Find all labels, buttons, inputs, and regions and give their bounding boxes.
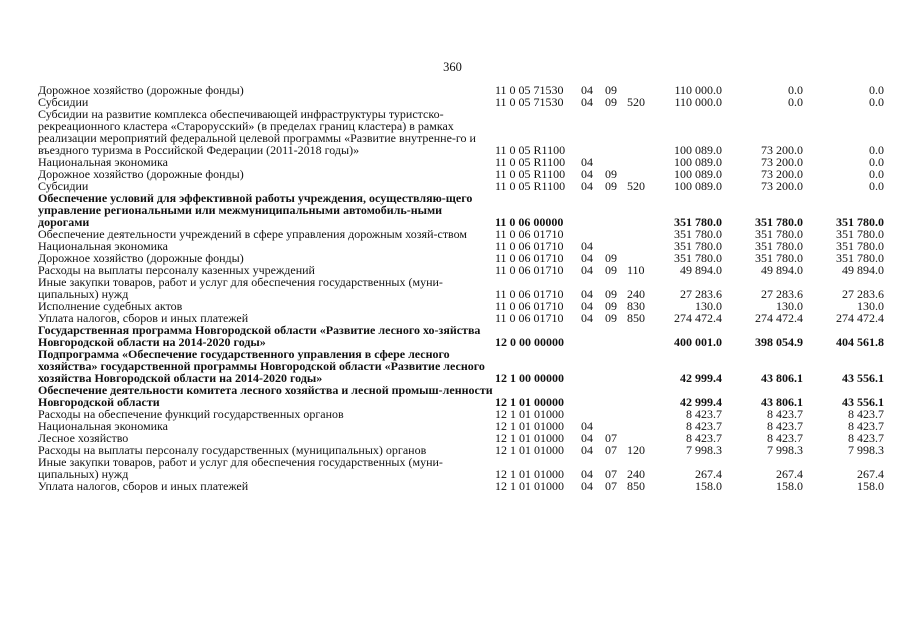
amount-year-3: 274 472.4 bbox=[836, 311, 884, 325]
section-code: 04 bbox=[581, 263, 593, 277]
amount-year-2: 43 806.1 bbox=[761, 395, 803, 409]
section-code: 04 bbox=[581, 287, 593, 301]
page-number: 360 bbox=[443, 60, 462, 74]
target-code: 11 0 06 00000 bbox=[495, 215, 564, 229]
amount-year-2: 351 780.0 bbox=[755, 251, 803, 265]
amount-year-2: 7 998.3 bbox=[767, 443, 803, 457]
section-code: 04 bbox=[581, 251, 593, 265]
expense-type-code: 520 bbox=[627, 179, 645, 193]
target-code: 12 1 01 01000 bbox=[495, 419, 564, 433]
amount-year-1: 8 423.7 bbox=[686, 407, 722, 421]
amount-year-3: 0.0 bbox=[869, 143, 884, 157]
subsection-code: 09 bbox=[605, 179, 617, 193]
amount-year-1: 7 998.3 bbox=[686, 443, 722, 457]
amount-year-2: 351 780.0 bbox=[755, 239, 803, 253]
amount-year-2: 73 200.0 bbox=[761, 143, 803, 157]
target-code: 12 1 01 01000 bbox=[495, 443, 564, 457]
section-code: 04 bbox=[581, 239, 593, 253]
table-row bbox=[38, 480, 884, 492]
amount-year-2: 0.0 bbox=[788, 95, 803, 109]
amount-year-3: 351 780.0 bbox=[836, 227, 884, 241]
amount-year-1: 42 999.4 bbox=[680, 371, 722, 385]
target-code: 11 0 05 71530 bbox=[495, 83, 564, 97]
subsection-code: 07 bbox=[605, 431, 617, 445]
amount-year-1: 110 000.0 bbox=[674, 83, 722, 97]
amount-year-2: 73 200.0 bbox=[761, 167, 803, 181]
amount-year-1: 100 089.0 bbox=[674, 167, 722, 181]
expense-type-code: 850 bbox=[627, 479, 645, 493]
row-name: Исполнение судебных актов bbox=[38, 299, 183, 313]
amount-year-1: 158.0 bbox=[695, 479, 722, 493]
row-name: Обеспечение условий для эффективной работы учреждения, осуществляю-щего управление региональными или межмуниципальными автомобиль-ными дорогами bbox=[38, 191, 473, 229]
row-name: Национальная экономика bbox=[38, 419, 168, 433]
row-name: Уплата налогов, сборов и иных платежей bbox=[38, 311, 249, 325]
amount-year-2: 8 423.7 bbox=[767, 419, 803, 433]
amount-year-3: 0.0 bbox=[869, 179, 884, 193]
budget-table bbox=[38, 84, 884, 492]
amount-year-3: 351 780.0 bbox=[836, 239, 884, 253]
row-name: Уплата налогов, сборов и иных платежей bbox=[38, 479, 249, 493]
table-row bbox=[38, 276, 884, 300]
amount-year-1: 27 283.6 bbox=[680, 287, 722, 301]
row-name: Подпрограмма «Обеспечение государственного управления в сфере лесного хозяйства» государственной программы Новгородской области «Развитие лесного хозяйства Новгородской области на 2014-2020 годы» bbox=[38, 347, 485, 385]
row-name: Расходы на выплаты персоналу казенных учреждений bbox=[38, 263, 315, 277]
section-code: 04 bbox=[581, 95, 593, 109]
target-code: 11 0 06 01710 bbox=[495, 263, 564, 277]
section-code: 04 bbox=[581, 311, 593, 325]
section-code: 04 bbox=[581, 83, 593, 97]
table-row bbox=[38, 348, 884, 384]
target-code: 12 1 01 01000 bbox=[495, 467, 564, 481]
row-name: Дорожное хозяйство (дорожные фонды) bbox=[38, 251, 244, 265]
row-name: Субсидии bbox=[38, 95, 89, 109]
table-row bbox=[38, 108, 884, 156]
amount-year-3: 43 556.1 bbox=[842, 395, 884, 409]
subsection-code: 09 bbox=[605, 251, 617, 265]
target-code: 11 0 06 01710 bbox=[495, 299, 564, 313]
amount-year-3: 0.0 bbox=[869, 155, 884, 169]
amount-year-2: 267.4 bbox=[776, 467, 803, 481]
amount-year-2: 351 780.0 bbox=[755, 227, 803, 241]
table-row bbox=[38, 456, 884, 480]
section-code: 04 bbox=[581, 299, 593, 313]
target-code: 11 0 06 01710 bbox=[495, 311, 564, 325]
row-name: Обеспечение деятельности комитета лесного хозяйства и лесной промыш-ленности Новгородской области bbox=[38, 383, 493, 409]
row-name: Лесное хозяйство bbox=[38, 431, 129, 445]
table-row bbox=[38, 384, 884, 408]
amount-year-3: 8 423.7 bbox=[848, 431, 884, 445]
subsection-code: 09 bbox=[605, 311, 617, 325]
row-name: Дорожное хозяйство (дорожные фонды) bbox=[38, 83, 244, 97]
amount-year-2: 73 200.0 bbox=[761, 179, 803, 193]
amount-year-2: 49 894.0 bbox=[761, 263, 803, 277]
target-code: 11 0 05 R1100 bbox=[495, 179, 566, 193]
amount-year-3: 158.0 bbox=[857, 479, 884, 493]
target-code: 12 1 00 00000 bbox=[495, 371, 564, 385]
row-name: Иные закупки товаров, работ и услуг для обеспечения государственных (муни-ципальных) нужд bbox=[38, 275, 443, 301]
amount-year-1: 351 780.0 bbox=[674, 239, 722, 253]
amount-year-2: 351 780.0 bbox=[755, 215, 803, 229]
section-code: 04 bbox=[581, 443, 593, 457]
amount-year-3: 27 283.6 bbox=[842, 287, 884, 301]
target-code: 12 1 01 01000 bbox=[495, 407, 564, 421]
row-name: Расходы на выплаты персоналу государственных (муниципальных) органов bbox=[38, 443, 427, 457]
amount-year-1: 42 999.4 bbox=[680, 395, 722, 409]
subsection-code: 07 bbox=[605, 443, 617, 457]
target-code: 12 1 01 01000 bbox=[495, 431, 564, 445]
target-code: 11 0 05 71530 bbox=[495, 95, 564, 109]
amount-year-2: 274 472.4 bbox=[755, 311, 803, 325]
table-row bbox=[38, 420, 884, 432]
amount-year-1: 100 089.0 bbox=[674, 155, 722, 169]
amount-year-3: 49 894.0 bbox=[842, 263, 884, 277]
target-code: 12 0 00 00000 bbox=[495, 335, 564, 349]
target-code: 11 0 05 R1100 bbox=[495, 167, 566, 181]
amount-year-3: 351 780.0 bbox=[836, 215, 884, 229]
subsection-code: 09 bbox=[605, 83, 617, 97]
amount-year-1: 274 472.4 bbox=[674, 311, 722, 325]
amount-year-3: 7 998.3 bbox=[848, 443, 884, 457]
section-code: 04 bbox=[581, 419, 593, 433]
amount-year-1: 130.0 bbox=[695, 299, 722, 313]
expense-type-code: 110 bbox=[627, 263, 645, 277]
table-row bbox=[38, 168, 884, 180]
target-code: 11 0 06 01710 bbox=[495, 239, 564, 253]
amount-year-2: 73 200.0 bbox=[761, 155, 803, 169]
expense-type-code: 240 bbox=[627, 287, 645, 301]
subsection-code: 09 bbox=[605, 263, 617, 277]
row-name: Иные закупки товаров, работ и услуг для обеспечения государственных (муни-ципальных) нужд bbox=[38, 455, 443, 481]
amount-year-3: 0.0 bbox=[869, 83, 884, 97]
amount-year-3: 0.0 bbox=[869, 95, 884, 109]
section-code: 04 bbox=[581, 467, 593, 481]
amount-year-3: 0.0 bbox=[869, 167, 884, 181]
target-code: 11 0 06 01710 bbox=[495, 251, 564, 265]
amount-year-3: 351 780.0 bbox=[836, 251, 884, 265]
row-name: Субсидии bbox=[38, 179, 89, 193]
target-code: 12 1 01 01000 bbox=[495, 479, 564, 493]
amount-year-1: 8 423.7 bbox=[686, 419, 722, 433]
section-code: 04 bbox=[581, 431, 593, 445]
table-row bbox=[38, 324, 884, 348]
target-code: 11 0 06 01710 bbox=[495, 227, 564, 241]
amount-year-3: 43 556.1 bbox=[842, 371, 884, 385]
subsection-code: 09 bbox=[605, 287, 617, 301]
amount-year-3: 8 423.7 bbox=[848, 407, 884, 421]
amount-year-2: 0.0 bbox=[788, 83, 803, 97]
amount-year-3: 130.0 bbox=[857, 299, 884, 313]
amount-year-1: 351 780.0 bbox=[674, 227, 722, 241]
amount-year-1: 267.4 bbox=[695, 467, 722, 481]
amount-year-2: 27 283.6 bbox=[761, 287, 803, 301]
amount-year-1: 351 780.0 bbox=[674, 251, 722, 265]
amount-year-1: 100 089.0 bbox=[674, 143, 722, 157]
section-code: 04 bbox=[581, 155, 593, 169]
amount-year-3: 8 423.7 bbox=[848, 419, 884, 433]
row-name: Дорожное хозяйство (дорожные фонды) bbox=[38, 167, 244, 181]
expense-type-code: 830 bbox=[627, 299, 645, 313]
amount-year-2: 398 054.9 bbox=[755, 335, 803, 349]
target-code: 11 0 05 R1100 bbox=[495, 155, 566, 169]
amount-year-2: 8 423.7 bbox=[767, 407, 803, 421]
section-code: 04 bbox=[581, 479, 593, 493]
expense-type-code: 520 bbox=[627, 95, 645, 109]
subsection-code: 07 bbox=[605, 467, 617, 481]
subsection-code: 09 bbox=[605, 299, 617, 313]
subsection-code: 07 bbox=[605, 479, 617, 493]
amount-year-1: 8 423.7 bbox=[686, 431, 722, 445]
section-code: 04 bbox=[581, 167, 593, 181]
amount-year-1: 49 894.0 bbox=[680, 263, 722, 277]
row-name: Субсидии на развитие комплекса обеспечивающей инфраструктуры туристско-рекреационного кластера «Старорусский» (в пределах границ кластера) в рамках реализации мероприятий федеральной целевой программы «Развитие внутренне-го и въездного туризма в Российской Федерации (2011-2018 годы)» bbox=[38, 107, 476, 157]
table-row bbox=[38, 192, 884, 228]
amount-year-1: 110 000.0 bbox=[674, 95, 722, 109]
amount-year-1: 400 001.0 bbox=[674, 335, 722, 349]
target-code: 12 1 01 00000 bbox=[495, 395, 564, 409]
section-code: 04 bbox=[581, 179, 593, 193]
amount-year-2: 8 423.7 bbox=[767, 431, 803, 445]
target-code: 11 0 06 01710 bbox=[495, 287, 564, 301]
table-row bbox=[38, 84, 884, 96]
row-name: Национальная экономика bbox=[38, 155, 168, 169]
row-name: Национальная экономика bbox=[38, 239, 168, 253]
subsection-code: 09 bbox=[605, 95, 617, 109]
expense-type-code: 850 bbox=[627, 311, 645, 325]
amount-year-2: 43 806.1 bbox=[761, 371, 803, 385]
amount-year-1: 351 780.0 bbox=[674, 215, 722, 229]
expense-type-code: 240 bbox=[627, 467, 645, 481]
target-code: 11 0 05 R1100 bbox=[495, 143, 566, 157]
amount-year-2: 130.0 bbox=[776, 299, 803, 313]
row-name: Расходы на обеспечение функций государственных органов bbox=[38, 407, 344, 421]
subsection-code: 09 bbox=[605, 167, 617, 181]
row-name: Государственная программа Новгородской области «Развитие лесного хо-зяйства Новгородской области на 2014-2020 годы» bbox=[38, 323, 481, 349]
amount-year-1: 100 089.0 bbox=[674, 179, 722, 193]
row-name: Обеспечение деятельности учреждений в сфере управления дорожным хозяй-ством bbox=[38, 227, 468, 241]
amount-year-3: 404 561.8 bbox=[836, 335, 884, 349]
expense-type-code: 120 bbox=[627, 443, 645, 457]
amount-year-3: 267.4 bbox=[857, 467, 884, 481]
amount-year-2: 158.0 bbox=[776, 479, 803, 493]
